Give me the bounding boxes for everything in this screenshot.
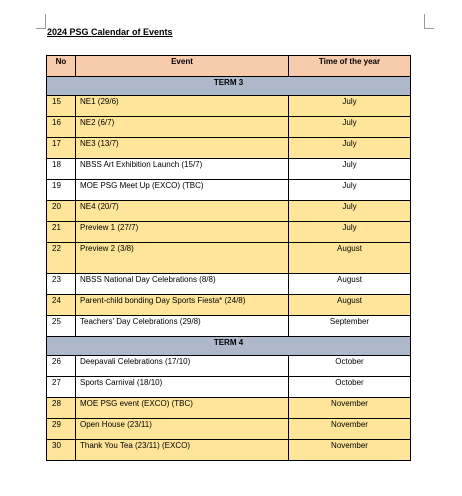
table-row <box>47 138 411 159</box>
cell-no[interactable]: 15 <box>47 96 76 117</box>
table-row <box>47 419 411 440</box>
table-row <box>47 96 411 117</box>
cell-event[interactable]: Teachers' Day Celebrations (29/8) <box>76 316 289 337</box>
cell-event[interactable]: NE3 (13/7) <box>76 138 289 159</box>
cell-no[interactable]: 27 <box>47 377 76 398</box>
cell-time[interactable]: August <box>289 295 411 316</box>
cell-event[interactable]: MOE PSG Meet Up (EXCO) (TBC) <box>76 180 289 201</box>
cell-no[interactable]: 18 <box>47 159 76 180</box>
cell-time[interactable]: November <box>289 440 411 461</box>
cell-event[interactable]: Deepavali Celebrations (17/10) <box>76 356 289 377</box>
table-row <box>47 201 411 222</box>
cell-event[interactable]: NE2 (6/7) <box>76 117 289 138</box>
cell-time[interactable]: September <box>289 316 411 337</box>
cell-event[interactable]: Sports Carnival (18/10) <box>76 377 289 398</box>
cell-time[interactable]: July <box>289 138 411 159</box>
cell-no[interactable]: 23 <box>47 274 76 295</box>
cell-event[interactable]: Preview 2 (3/8) <box>76 243 289 274</box>
cell-no[interactable]: 28 <box>47 398 76 419</box>
cell-event[interactable]: NBSS National Day Celebrations (8/8) <box>76 274 289 295</box>
cell-no[interactable]: 20 <box>47 201 76 222</box>
table-row <box>47 274 411 295</box>
cell-no[interactable]: 29 <box>47 419 76 440</box>
header-event[interactable]: Event <box>76 56 289 77</box>
table-header-row <box>47 56 411 77</box>
crop-mark-top-right <box>424 14 434 29</box>
cell-no[interactable]: 25 <box>47 316 76 337</box>
cell-event[interactable]: NE1 (29/6) <box>76 96 289 117</box>
table-row <box>47 243 411 274</box>
cell-time[interactable]: July <box>289 159 411 180</box>
term-header-row <box>47 77 411 96</box>
table-row <box>47 180 411 201</box>
cell-no[interactable]: 16 <box>47 117 76 138</box>
cell-event[interactable]: NBSS Art Exhibition Launch (15/7) <box>76 159 289 180</box>
cell-time[interactable]: July <box>289 96 411 117</box>
cell-time[interactable]: October <box>289 377 411 398</box>
table-row <box>47 356 411 377</box>
cell-time[interactable]: July <box>289 222 411 243</box>
cell-event[interactable]: Parent-child bonding Day Sports Fiesta* (24/8) <box>76 295 289 316</box>
cell-time[interactable]: July <box>289 201 411 222</box>
cell-event[interactable]: Thank You Tea (23/11) (EXCO) <box>76 440 289 461</box>
table-row <box>47 295 411 316</box>
table-row <box>47 117 411 138</box>
cell-time[interactable]: October <box>289 356 411 377</box>
cell-no[interactable]: 26 <box>47 356 76 377</box>
table-row <box>47 316 411 337</box>
table-row <box>47 398 411 419</box>
term-label[interactable]: TERM 4 <box>47 337 411 356</box>
table-row <box>47 159 411 180</box>
cell-no[interactable]: 17 <box>47 138 76 159</box>
header-no[interactable]: No <box>47 56 76 77</box>
cell-no[interactable]: 21 <box>47 222 76 243</box>
header-time[interactable]: Time of the year <box>289 56 411 77</box>
cell-no[interactable]: 19 <box>47 180 76 201</box>
cell-event[interactable]: Open House (23/11) <box>76 419 289 440</box>
table-row <box>47 440 411 461</box>
table-body <box>47 77 411 461</box>
cell-event[interactable]: Preview 1 (27/7) <box>76 222 289 243</box>
cell-no[interactable]: 24 <box>47 295 76 316</box>
cell-event[interactable]: MOE PSG event (EXCO) (TBC) <box>76 398 289 419</box>
cell-time[interactable]: July <box>289 180 411 201</box>
table-row <box>47 377 411 398</box>
cell-time[interactable]: August <box>289 243 411 274</box>
cell-event[interactable]: NE4 (20/7) <box>76 201 289 222</box>
cell-time[interactable]: July <box>289 117 411 138</box>
term-header-row <box>47 337 411 356</box>
events-table <box>46 55 411 461</box>
cell-no[interactable]: 22 <box>47 243 76 274</box>
cell-time[interactable]: August <box>289 274 411 295</box>
cell-time[interactable]: November <box>289 398 411 419</box>
cell-time[interactable]: November <box>289 419 411 440</box>
crop-mark-top-left <box>36 14 46 29</box>
term-label[interactable]: TERM 3 <box>47 77 411 96</box>
cell-no[interactable]: 30 <box>47 440 76 461</box>
table-row <box>47 222 411 243</box>
document-title[interactable]: 2024 PSG Calendar of Events <box>47 27 173 37</box>
